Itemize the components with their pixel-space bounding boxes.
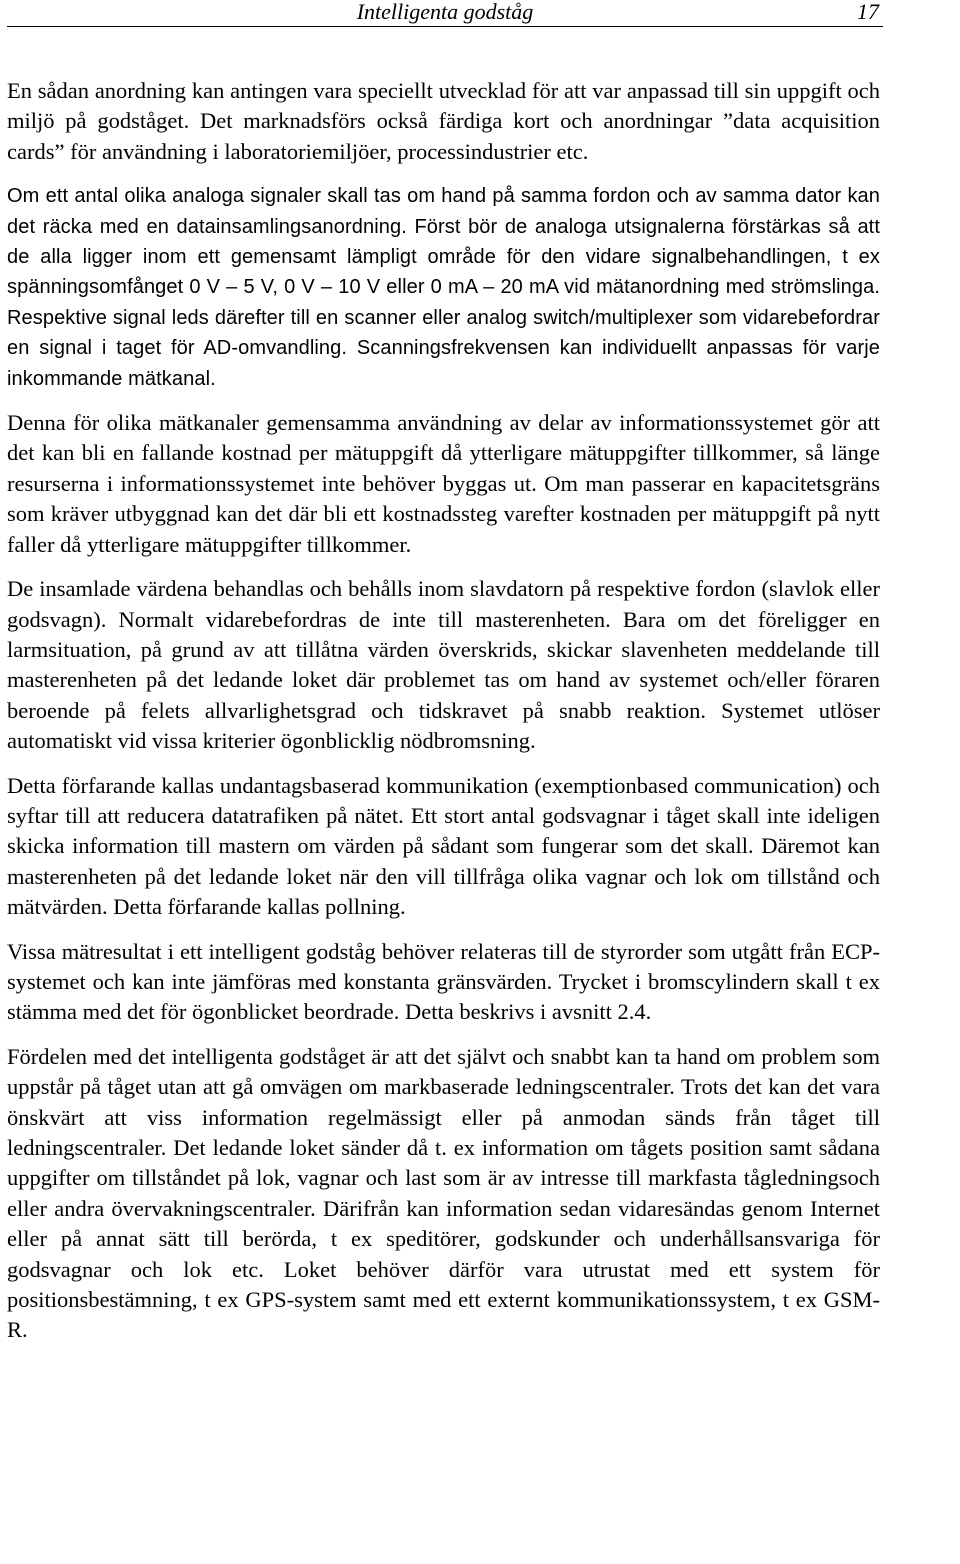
paragraph-1: En sådan anordning kan antingen vara speciellt utvecklad för att var anpassad till sin uppgift och miljö på godståget. Det marknadsförs också färdiga kort och anordningar ”data acquisition cards” för användning i laboratoriemiljöer, processindustrier etc.	[7, 78, 880, 164]
header-title: Intelligenta godståg	[356, 0, 534, 24]
running-header	[7, 0, 883, 27]
paragraph-4: De insamlade värdena behandlas och behålls inom slavdatorn på respektive fordon (slavlok eller godsvagn). Normalt vidarebefordras de inte till masterenheten. Bara om det föreligger en larmsituation, på grund av att tillåtna värden överskrids, skickar slavenheten meddelande till masterenheten på det ledande loket där problemet tas om hand av systemet och/eller föraren beroende på felets allvarlighetsgrad och tidskravet på snabb reaktion. Systemet utlöser automatiskt vid vissa kriterier ögonblicklig nödbromsning.	[7, 576, 880, 754]
paragraph-2: Om ett antal olika analoga signaler skall tas om hand på samma fordon och av samma dator kan det räcka med en datainsamlingsanordning. Först bör de analoga utsignalerna förstärkas så att de alla ligger inom ett gemensamt lämpligt område för den vidare signalbehandlingen, t ex spänningsomfånget 0 V – 5 V, 0 V – 10 V eller 0 mA – 20 mA vid mätanordning med strömslinga. Respektive signal leds därefter till en scanner eller analog switch/multiplexer som vidarebefordrar en signal i taget för AD-omvandling. Scanningsfrekvensen kan individuellt anpassas för varje inkommande mätkanal.	[7, 185, 880, 390]
paragraph-5: Detta förfarande kallas undantagsbaserad kommunikation (exemptionbased communication) och syftar till att reducera datatrafiken på nätet. Ett stort antal godsvagnar i tåget skall inte ideligen skicka information till mastern om värden på sådant som fungerar som det skall. Däremot kan masterenheten på det ledande loket när den vill tillfråga olika vagnar och lok om tillstånd och mätvärden. Detta förfarande kallas pollning.	[7, 772, 880, 920]
paragraph-3: Denna för olika mätkanaler gemensamma användning av delar av informationssystemet gör att det kan bli en fallande kostnad per mätuppgift då ytterligare mätuppgifter tillkommer, så länge resurserna i informationssystemet inte behöver byggas ut. Om man passerar en kapacitetsgräns som kräver utbyggnad kan det där bli ett kostnadssteg varefter kostnaden per mätuppgift på nytt faller då ytterligare mätuppgifter tillkommer.	[7, 410, 880, 557]
paragraph-6: Vissa mätresultat i ett intelligent godståg behöver relateras till de styrorder som utgått från ECP-systemet och kan inte jämföras med konstanta gränsvärden. Trycket i bromscylindern skall t ex stämma med det för ögonblicket beordrade. Detta beskrivs i avsnitt 2.4.	[7, 938, 880, 1025]
page-number: 17	[857, 0, 879, 24]
body-text	[7, 76, 880, 1346]
paragraph-7: Fördelen med det intelligenta godståget är att det självt och snabbt kan ta hand om problem som uppstår på tåget utan att gå omvägen om markbaserade ledningscentraler. Trots det kan det vara önskvärt att viss information regelmässigt eller på anmodan sänds från tåget till ledningscentraler. Det ledande loket sänder då t. ex information om tågets position samt sådana uppgifter om tillståndet på lok, vagnar och last som är av intresse till markfasta tågledningsoch eller andra övervakningscentraler. Därifrån kan information sedan vidaresändas genom Internet eller på annat sätt till berörda, t ex speditörer, godskunder och underhållsansvariga för godsvagnar och lok etc. Loket behöver därför vara utrustat med ett system för positionsbestämning, t ex GPS-system samt med ett externt kommunikationssystem, t ex GSM-R.	[7, 1043, 880, 1343]
